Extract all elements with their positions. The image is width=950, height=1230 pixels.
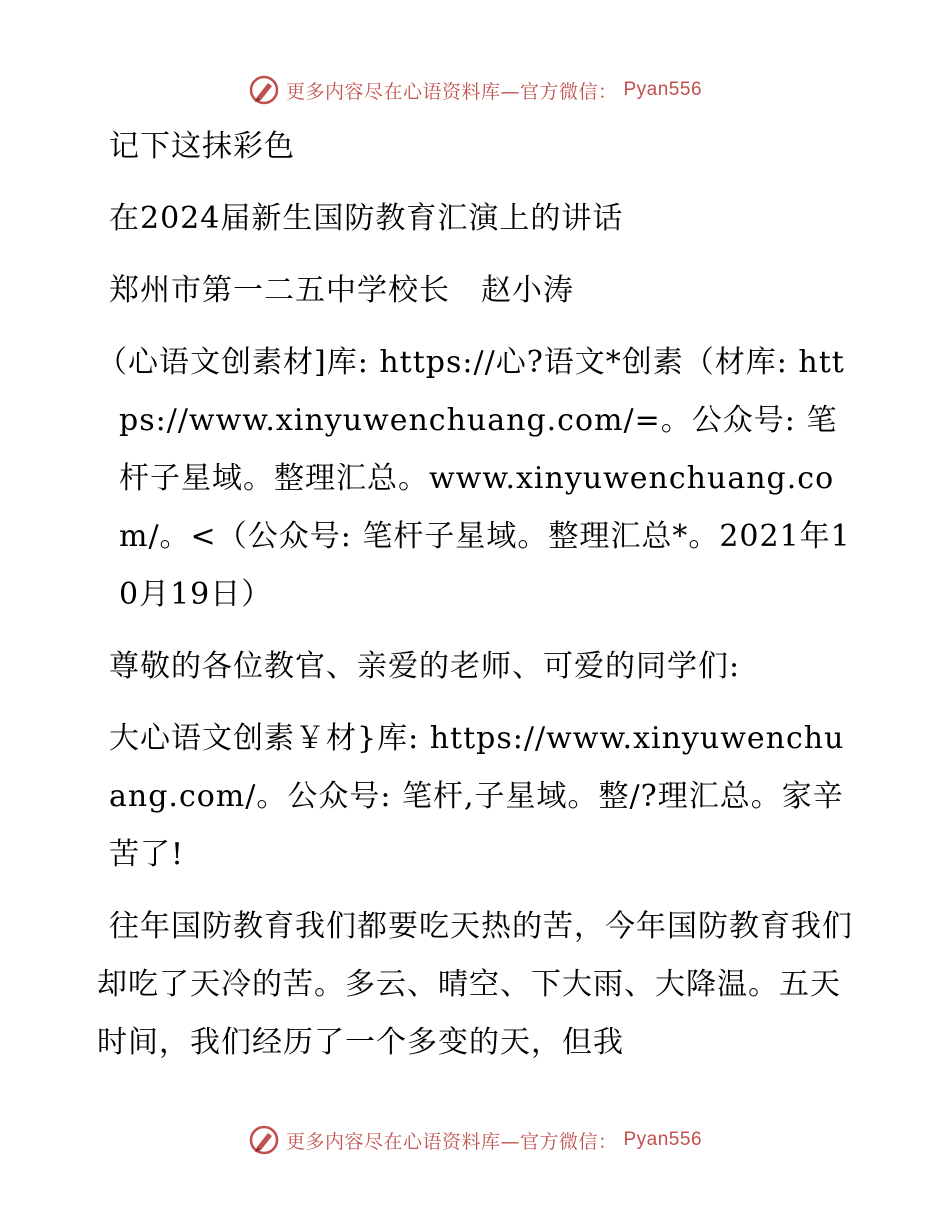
document-subtitle: 在2024届新生国防教育汇演上的讲话 bbox=[109, 201, 624, 236]
watermark-text-footer: 更多内容尽在心语资料库—官方微信： bbox=[285, 1130, 618, 1153]
paragraph-2: 往年国防教育我们都要吃天热的苦，今年国防教育我们却吃了天冷的苦。多云、晴空、下大雨、大降温。五天时间，我们经历了一个多变的天，但我 bbox=[97, 909, 853, 1060]
wechat-id: Pyan556 bbox=[623, 79, 703, 100]
paragraph-1: 大心语文创素￥材}库: https://www.xinyuwenchuang.com/。公众号: 笔杆,子星域。整/?理汇总。家辛苦了! bbox=[109, 721, 845, 872]
pen-logo-icon bbox=[248, 1124, 280, 1156]
source-note: （心语文创素材]库: https://心?语文*创素（材库: https://www.xinyuwenchuang.com/=。公众号: 笔杆子星域。整理汇总。www.xinyuwenchuang.com/。<（公众号: 笔杆子星域。整理汇总*。2021年10月19日） bbox=[97, 345, 851, 612]
document-author: 郑州市第一二五中学校长 赵小涛 bbox=[109, 273, 574, 308]
watermark-text: 更多内容尽在心语资料库—官方微信： bbox=[285, 80, 618, 103]
pen-logo-icon bbox=[248, 74, 280, 106]
greeting: 尊敬的各位教官、亲爱的老师、可爱的同学们: bbox=[109, 649, 741, 684]
wechat-id-footer: Pyan556 bbox=[623, 1129, 703, 1150]
document-title: 记下这抹彩色 bbox=[109, 129, 295, 164]
watermark-content-footer bbox=[248, 1124, 702, 1156]
watermark-content bbox=[248, 74, 702, 106]
footer-watermark-banner bbox=[0, 1120, 950, 1160]
document-body bbox=[97, 118, 857, 1086]
header-watermark-banner bbox=[0, 70, 950, 110]
